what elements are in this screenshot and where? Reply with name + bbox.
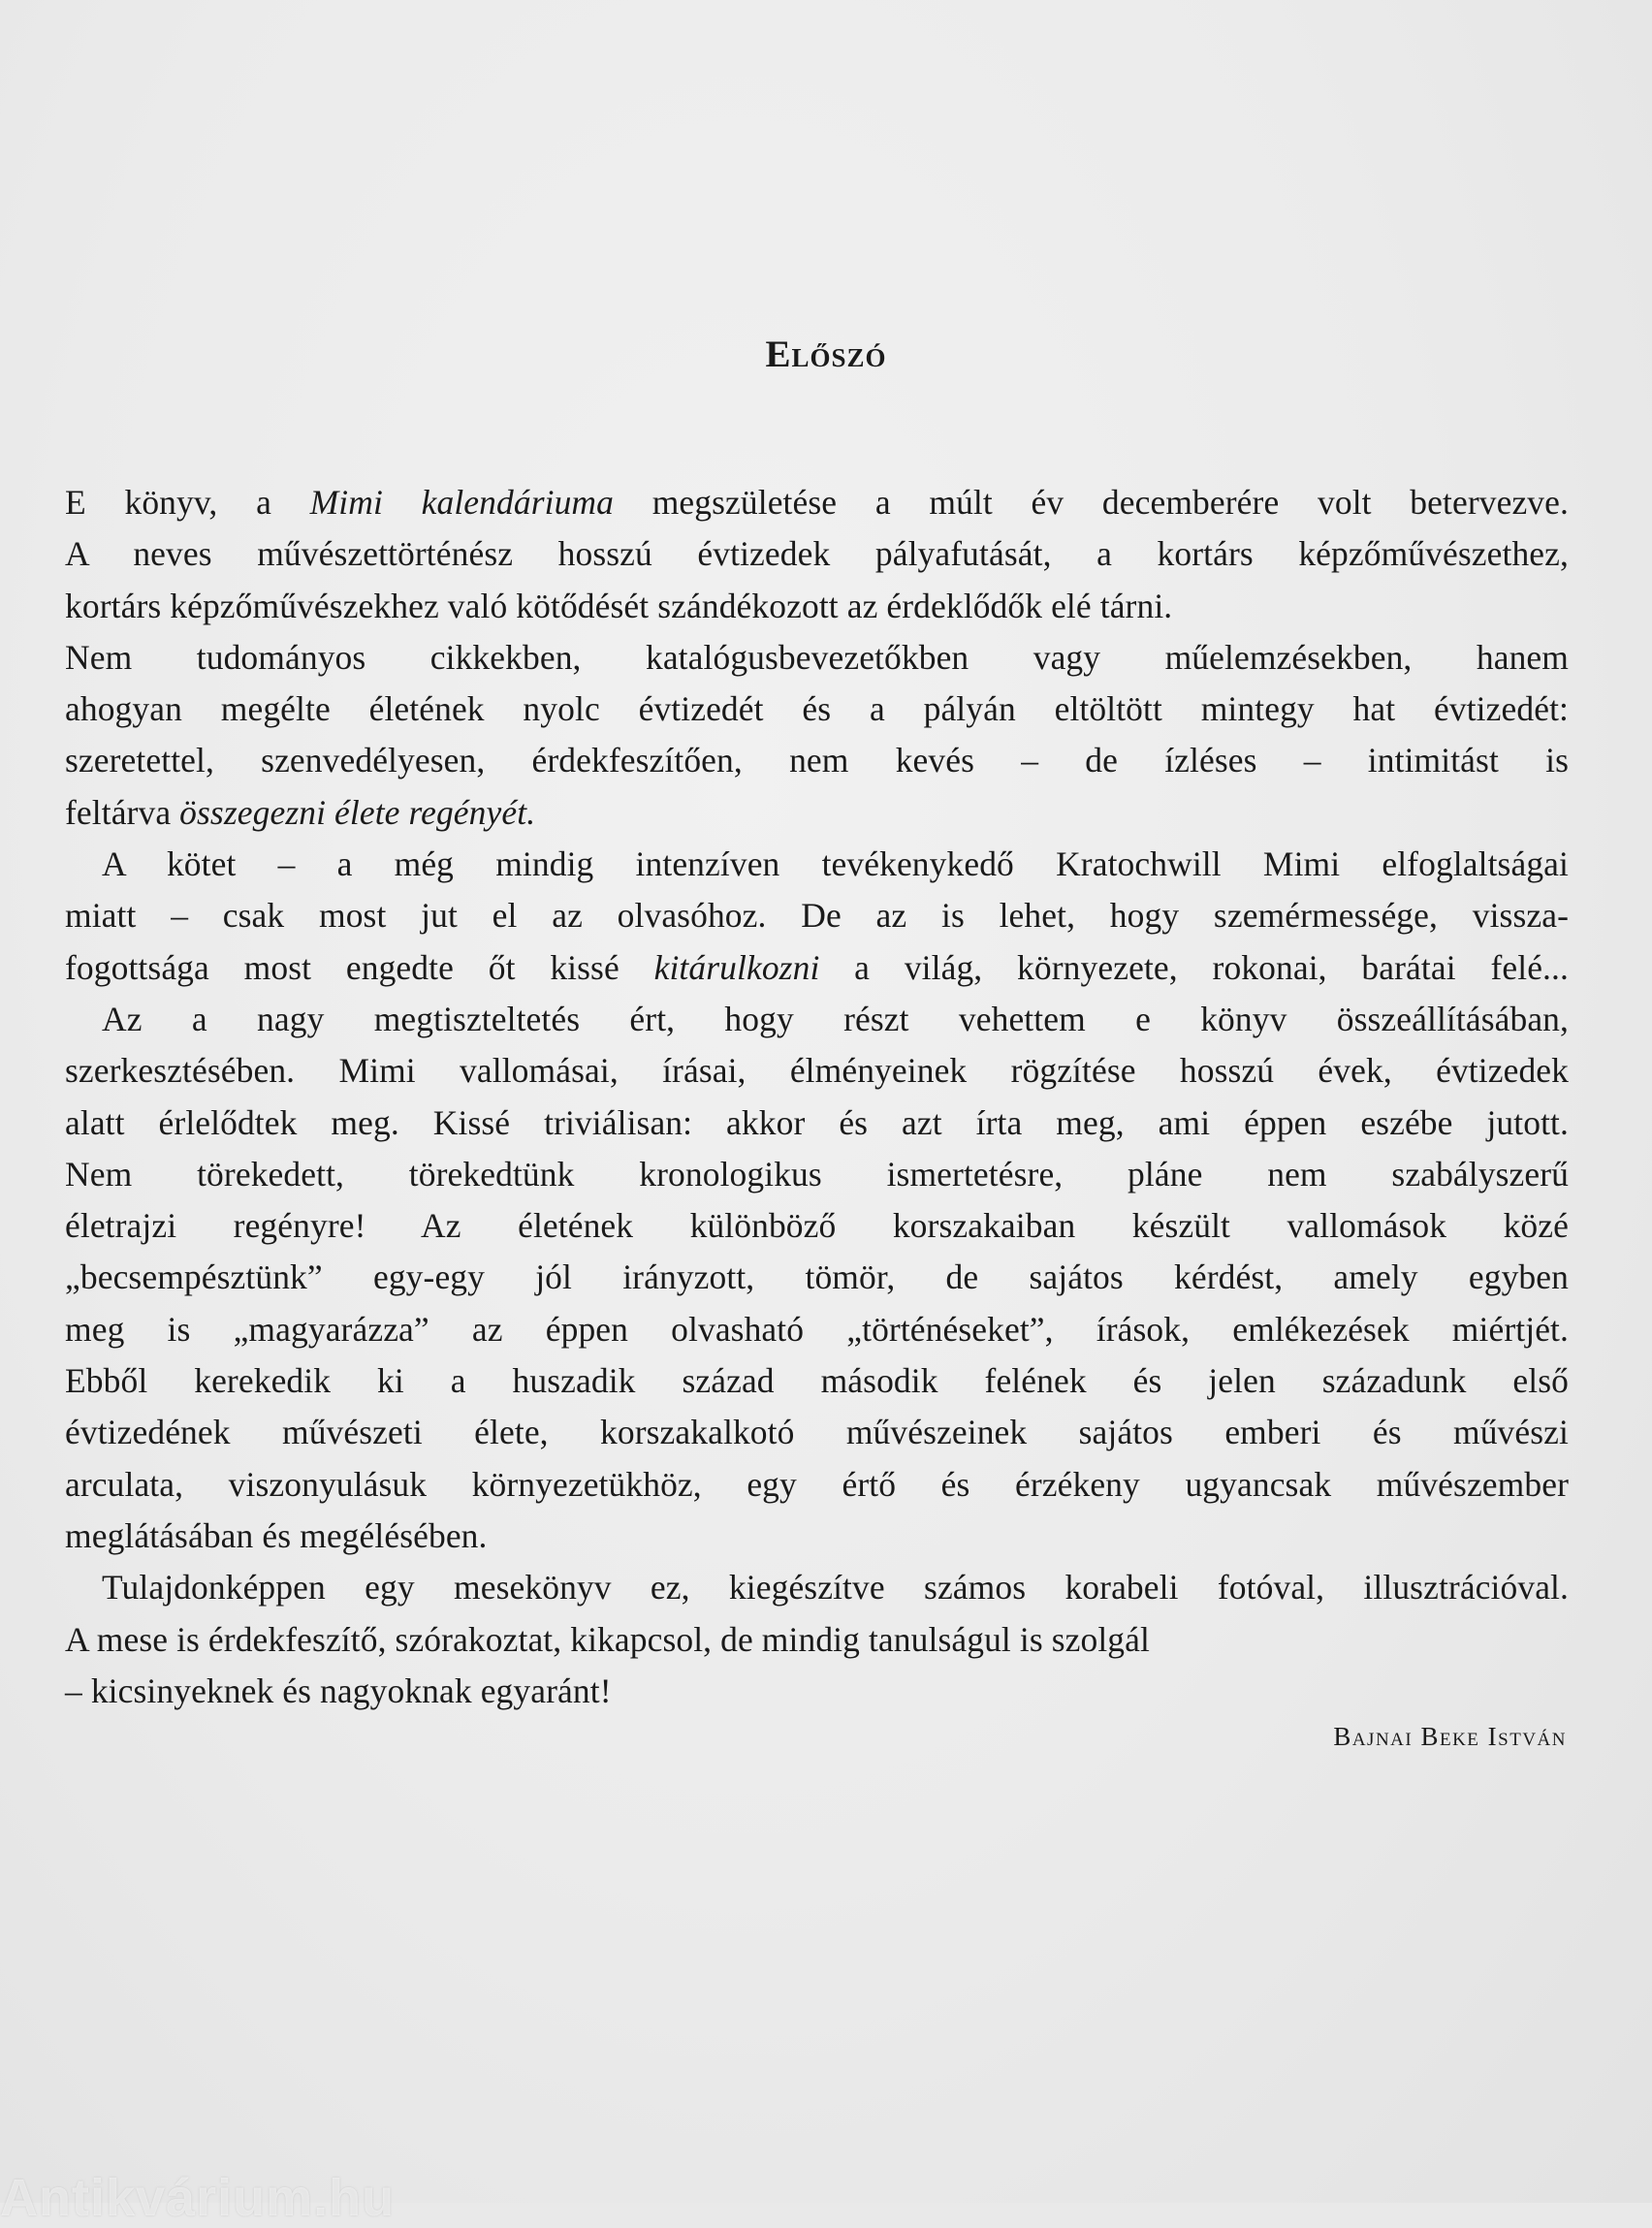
text-line: A kötet – a még mindig intenzíven tevékenykedő Kratochwill Mimi elfoglaltságai xyxy=(102,844,1569,884)
text-line: évtizedének művészeti élete, korszakalkotó művészeinek sajátos emberi és művészi xyxy=(65,1413,1569,1452)
text-line xyxy=(65,787,1569,839)
book-title-italic: Mimi kalendáriuma xyxy=(309,483,615,522)
text-line: alatt érlelődtek meg. Kissé triviálisan: akkor és azt írta meg, ami éppen eszébe jutott. xyxy=(65,1102,1569,1142)
text-run: E könyv, a xyxy=(65,483,310,522)
page-title: Előszó xyxy=(765,334,887,375)
text-line: Az a nagy megtiszteltetés ért, hogy részt vehettem e könyv összeállításában, xyxy=(102,999,1569,1038)
text-line: Nem törekedett, törekedtünk kronologikus ismertetésre, pláne nem szabályszerű xyxy=(65,1154,1569,1194)
text-line: szerkesztésében. Mimi vallomásai, írásai, élményeinek rögzítése hosszú évek, évtizedek xyxy=(65,1051,1569,1091)
text-line xyxy=(65,477,1569,528)
text-line: kortárs képzőművészekhez való kötődését szándékozott az érdeklődők elé tárni. xyxy=(65,586,1173,625)
text-line: arculata, viszonyulásuk környezetükhöz, egy értő és érzékeny ugyancsak művészember xyxy=(65,1464,1569,1504)
foreword-body xyxy=(65,477,1569,1717)
text-line: Tulajdonképpen egy mesekönyv ez, kiegészítve számos korabeli fotóval, illusztrációval. xyxy=(102,1568,1569,1607)
text-line: ahogyan megélte életének nyolc évtizedét és a pályán eltöltött mintegy hat évtizedét: xyxy=(65,689,1569,729)
text-run: feltárva xyxy=(65,792,180,832)
text-line: „becsempésztünk” egy-egy jól irányzott, tömör, de sajátos kérdést, amely egyben xyxy=(65,1257,1569,1297)
text-line: A neves művészettörténész hosszú évtizedek pályafutását, a kortárs képzőművészethez, xyxy=(65,534,1569,574)
text-line: szeretettel, szenvedélyesen, érdekfeszítően, nem kevés – de ízléses – intimitást is xyxy=(65,741,1569,780)
text-line: életrajzi regényre! Az életének különböző korszakaiban készült vallomások közé xyxy=(65,1206,1569,1246)
text-line: A mese is érdekfeszítő, szórakoztat, kikapcsol, de mindig tanulságul is szolgál xyxy=(65,1619,1150,1659)
text-line: meglátásában és megélésében. xyxy=(65,1515,488,1555)
text-run: a világ, környezete, rokonai, barátai felé... xyxy=(819,947,1569,987)
emphasis-italic: kitárulkozni xyxy=(653,947,820,987)
watermark-logo: Antikvárium.hu xyxy=(0,2169,396,2227)
text-line xyxy=(65,942,1569,994)
text-line: miatt – csak most jut el az olvasóhoz. De az is lehet, hogy szemérmessége, vissza- xyxy=(65,896,1569,936)
text-run: megszületése a múlt év decemberére volt betervezve. xyxy=(614,483,1569,522)
text-line: Nem tudományos cikkekben, katalógusbevezetőkben vagy műelemzésekben, hanem xyxy=(65,637,1569,677)
text-line: – kicsinyeknek és nagyoknak egyaránt! xyxy=(65,1671,612,1710)
text-line: Ebből kerekedik ki a huszadik század második felének és jelen századunk első xyxy=(65,1361,1569,1401)
author-signature: Bajnai Beke István xyxy=(1333,1722,1567,1751)
text-line: meg is „magyarázza” az éppen olvasható „történéseket”, írások, emlékezések miértjét. xyxy=(65,1309,1569,1349)
emphasis-italic: összegezni élete regényét. xyxy=(179,792,536,832)
text-run: fogottsága most engedte őt kissé xyxy=(65,947,654,987)
